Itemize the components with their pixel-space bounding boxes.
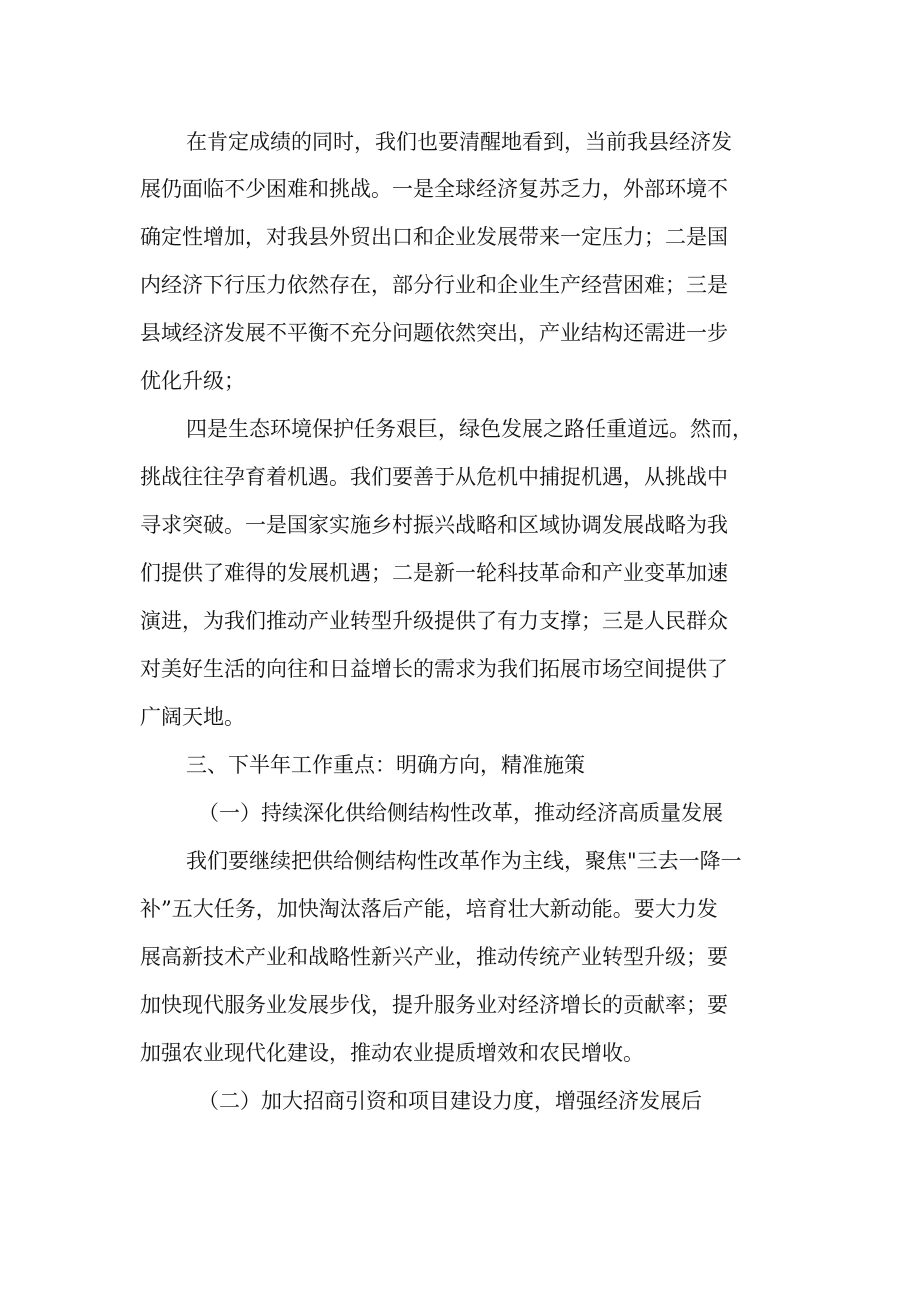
paragraph-2-line-5: 演进，为我们推动产业转型升级提供了有力支撑；三是人民群众 [140, 609, 728, 633]
paragraph-1-line-1: 在肯定成绩的同时，我们也要清醒地看到，当前我县经济发 [186, 130, 732, 154]
paragraph-1-line-2: 展仍面临不少困难和挑战。一是全球经济复苏乏力，外部环境不 [140, 177, 728, 201]
paragraph-2-line-3: 寻求突破。一是国家实施乡村振兴战略和区域协调发展战略为我 [140, 513, 728, 537]
paragraph-1-line-5: 县域经济发展不平衡不充分问题依然突出，产业结构还需进一步 [140, 321, 728, 345]
paragraph-2-line-7: 广阔天地。 [140, 705, 245, 729]
subheading-1: （一）持续深化供给侧结构性改革，推动经济高质量发展 [198, 801, 723, 825]
subheading-2: （二）加大招商引资和项目建设力度，增强经济发展后 [198, 1089, 702, 1113]
paragraph-3-line-2: 补”五大任务，加快淘汰落后产能，培育壮大新动能。要大力发 [140, 897, 718, 921]
paragraph-2-line-2: 挑战往往孕育着机遇。我们要善于从危机中捕捉机遇，从挑战中 [140, 465, 728, 489]
paragraph-3-line-4: 加快现代服务业发展步伐，提升服务业对经济增长的贡献率；要 [140, 993, 728, 1017]
paragraph-2-line-1: 四是生态环境保护任务艰巨，绿色发展之路任重道远。然而， [186, 417, 753, 441]
paragraph-3-line-5: 加强农业现代化建设，推动农业提质增效和农民增收。 [140, 1041, 644, 1065]
paragraph-1-line-6: 优化升级； [140, 369, 245, 393]
paragraph-3-line-3: 展高新技术产业和战略性新兴产业，推动传统产业转型升级；要 [140, 945, 728, 969]
paragraph-3-line-1: 我们要继续把供给侧结构性改革作为主线，聚焦"三去一降一 [186, 849, 742, 873]
paragraph-1-line-4: 内经济下行压力依然存在，部分行业和企业生产经营困难；三是 [140, 273, 728, 297]
paragraph-2-line-6: 对美好生活的向往和日益增长的需求为我们拓展市场空间提供了 [140, 657, 728, 681]
paragraph-1-line-3: 确定性增加，对我县外贸出口和企业发展带来一定压力；二是国 [140, 225, 728, 249]
paragraph-2-line-4: 们提供了难得的发展机遇；二是新一轮科技革命和产业变革加速 [140, 561, 728, 585]
section-heading: 三、下半年工作重点：明确方向，精准施策 [186, 753, 585, 777]
